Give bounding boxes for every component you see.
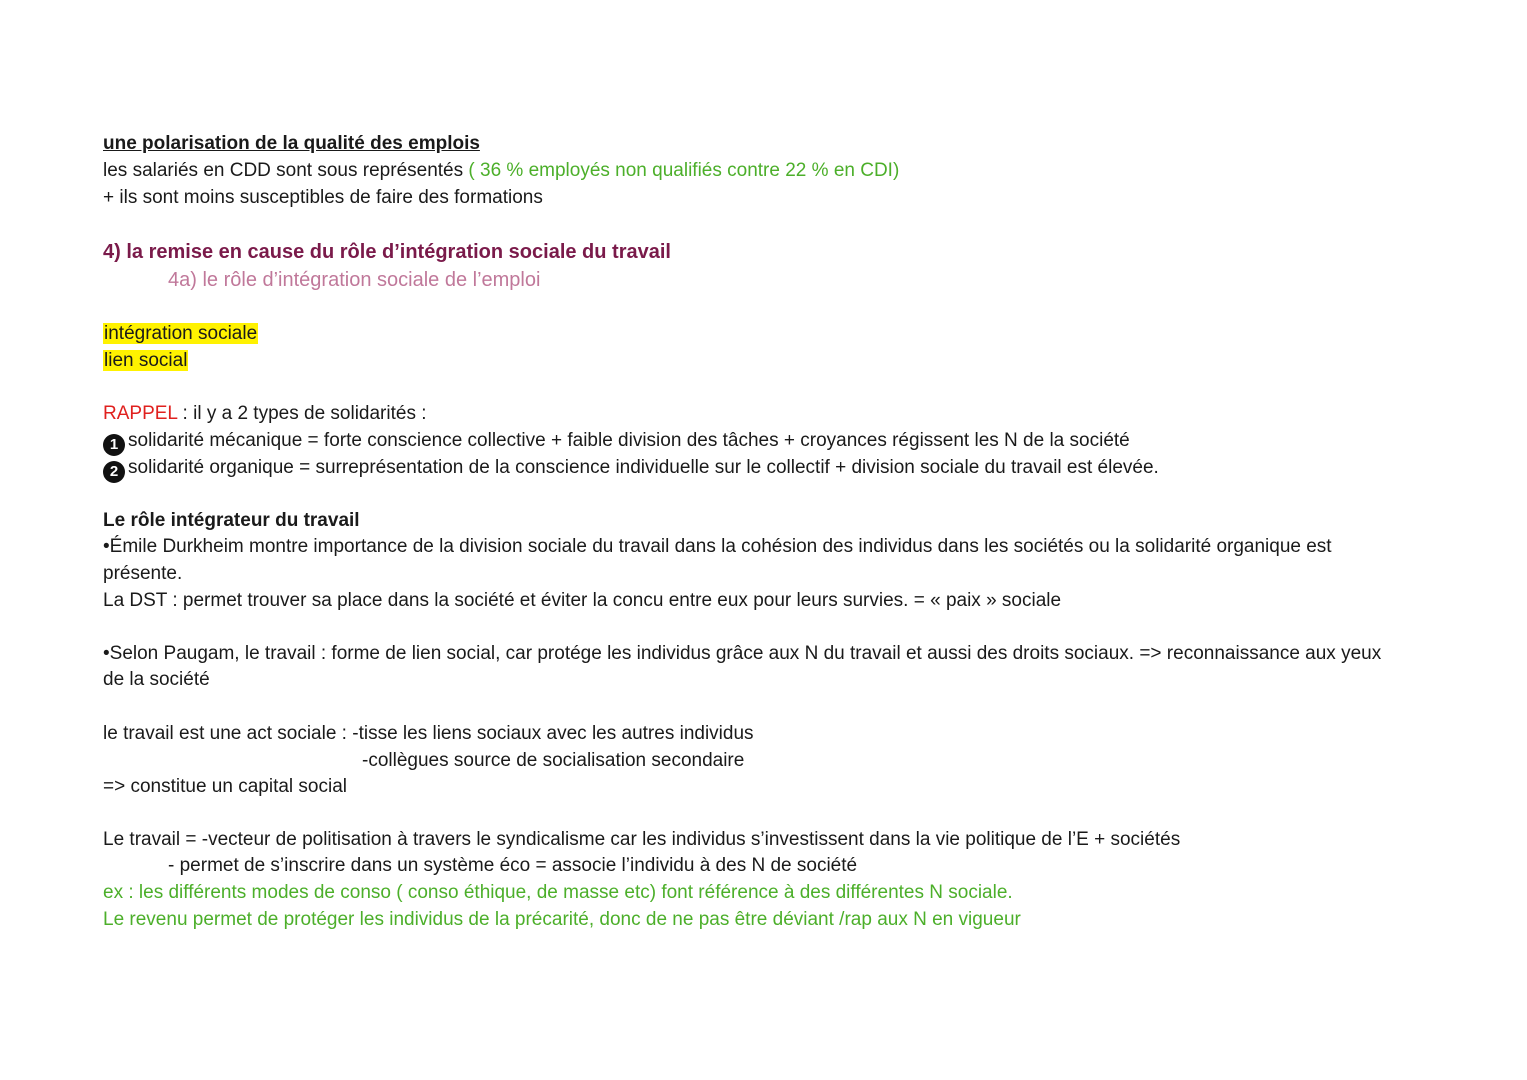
section-title-polarisation: une polarisation de la qualité des emplois [103, 133, 480, 154]
dst-line: La DST : permet trouver sa place dans la société et éviter la concu entre eux pour leurs survies. = « paix » sociale [103, 590, 1062, 611]
section-title-role-integrateur: Le rôle intégrateur du travail [103, 510, 360, 531]
highlight-lien-social: lien social [104, 350, 188, 371]
example-line: ex : les différents modes de conso ( conso éthique, de masse etc) font référence à des différentes N sociale. [103, 882, 1013, 903]
vecteur-line-2: - permet de s’inscrire dans un système éco = associe l’individu à des N de société [168, 855, 858, 876]
act-sociale-line-2: -collègues source de socialisation secondaire [362, 750, 745, 771]
subsection-title-4a: 4a) le rôle d’intégration sociale de l’emploi [168, 269, 541, 291]
section-title-4: 4) la remise en cause du rôle d’intégration sociale du travail [103, 241, 671, 263]
rappel-label: RAPPEL [103, 403, 178, 424]
keyword-integration [103, 321, 258, 347]
paugam-line-2: de la société [103, 669, 210, 690]
rappel-text: : il y a 2 types de solidarités : [177, 403, 427, 424]
rappel-line [103, 401, 427, 427]
text-line-cdd [103, 158, 899, 184]
solidarite-mecanique-text: solidarité mécanique = forte conscience collective + faible division des tâches + croyances régissent les N de la société [128, 430, 1130, 451]
solidarite-item-2 [103, 455, 1159, 483]
revenu-line: Le revenu permet de protéger les individus de la précarité, donc de ne pas être déviant /rap aux N en vigueur [103, 909, 1021, 930]
capital-social-line: => constitue un capital social [103, 776, 347, 797]
act-sociale-line-1: le travail est une act sociale : -tisse les liens sociaux avec les autres individus [103, 723, 754, 744]
keyword-lien-social [103, 348, 188, 374]
highlight-integration-sociale: intégration sociale [104, 323, 258, 344]
number-one-badge-icon: 1 [103, 434, 125, 456]
paugam-line-1: •Selon Paugam, le travail : forme de lien social, car protége les individus grâce aux N du travail et aussi des droits sociaux. => reconnaissance aux yeux [103, 643, 1382, 664]
solidarite-item-1 [103, 428, 1130, 456]
number-two-badge-icon: 2 [103, 461, 125, 483]
durkheim-line-1: •Émile Durkheim montre importance de la division sociale du travail dans la cohésion des individus dans les sociétés ou la solidarité organique est [103, 536, 1332, 557]
cdd-text: les salariés en CDD sont sous représentés [103, 160, 469, 181]
durkheim-line-2: présente. [103, 563, 183, 584]
vecteur-line-1: Le travail = -vecteur de politisation à travers le syndicalisme car les individus s’investissent dans la vie politique de l’E + sociétés [103, 829, 1181, 850]
solidarite-organique-text: solidarité organique = surreprésentation de la conscience individuelle sur le collectif + division sociale du travail est élevée. [128, 457, 1159, 478]
text-line-formations: + ils sont moins susceptibles de faire des formations [103, 187, 543, 208]
cdd-stat-note: ( 36 % employés non qualifiés contre 22 % en CDI) [468, 160, 900, 181]
